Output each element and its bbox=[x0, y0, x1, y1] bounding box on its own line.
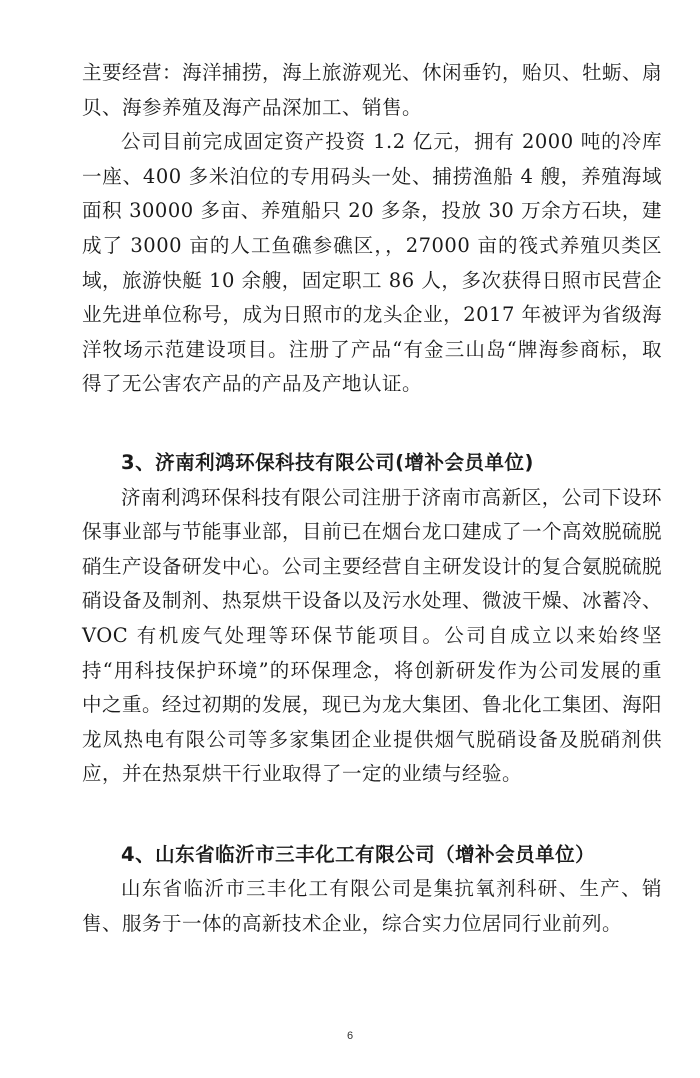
section-gap bbox=[82, 792, 662, 838]
section-heading-3: 3、济南利鸿环保科技有限公司(增补会员单位) bbox=[121, 450, 534, 474]
section-gap bbox=[82, 402, 662, 446]
paragraph-section-4: 山东省临沂市三丰化工有限公司是集抗氧剂科研、生产、销售、服务于一体的高新技术企业，综合实力位居同行业前列。 bbox=[82, 877, 662, 936]
section-heading-4: 4、山东省临沂市三丰化工有限公司（增补会员单位） bbox=[121, 842, 596, 866]
paragraph-company-investment: 公司目前完成固定资产投资 1.2 亿元，拥有 2000 吨的冷库一座、400 多米泊位的专用码头一处、捕捞渔船 4 艘，养殖海域面积 30000 多亩、养殖船只 20 多条，投放 30 万余方石块，建成了 3000 亩的人工鱼礁参礁区，，27000 亩的筏式养殖贝类区域，旅游快艇 10 余艘，固定职工 86 人，多次获得日照市民营企业先进单位称号，成为日照市的龙头企业，2017 年被评为省级海洋牧场示范建设项目。注册了产品“有金三山岛“牌海参商标，取得了无公害农产品的产品及产地认证。 bbox=[82, 130, 662, 396]
paragraph-section-3: 济南利鸿环保科技有限公司注册于济南市高新区，公司下设环保事业部与节能事业部，目前已在烟台龙口建成了一个高效脱硫脱硝生产设备研发中心。公司主要经营自主研发设计的复合氨脱硫脱硝设备及制剂、热泵烘干设备以及污水处理、微波干燥、冰蓄冷、VOC 有机废气处理等环保节能项目。公司自成立以来始终坚持“用科技保护环境”的环保理念，将创新研发作为公司发展的重中之重。经过初期的发展，现已为龙大集团、鲁北化工集团、海阳龙凤热电有限公司等多家集团企业提供烟气脱硝设备及脱硝剂供应，并在热泵烘干行业取得了一定的业绩与经验。 bbox=[82, 485, 663, 786]
paragraph-main-business: 主要经营：海洋捕捞，海上旅游观光、休闲垂钓，贻贝、牡蛎、扇贝、海参养殖及海产品深加工、销售。 bbox=[82, 61, 663, 119]
document-body bbox=[82, 56, 662, 942]
page-number: 6 bbox=[346, 1030, 354, 1042]
